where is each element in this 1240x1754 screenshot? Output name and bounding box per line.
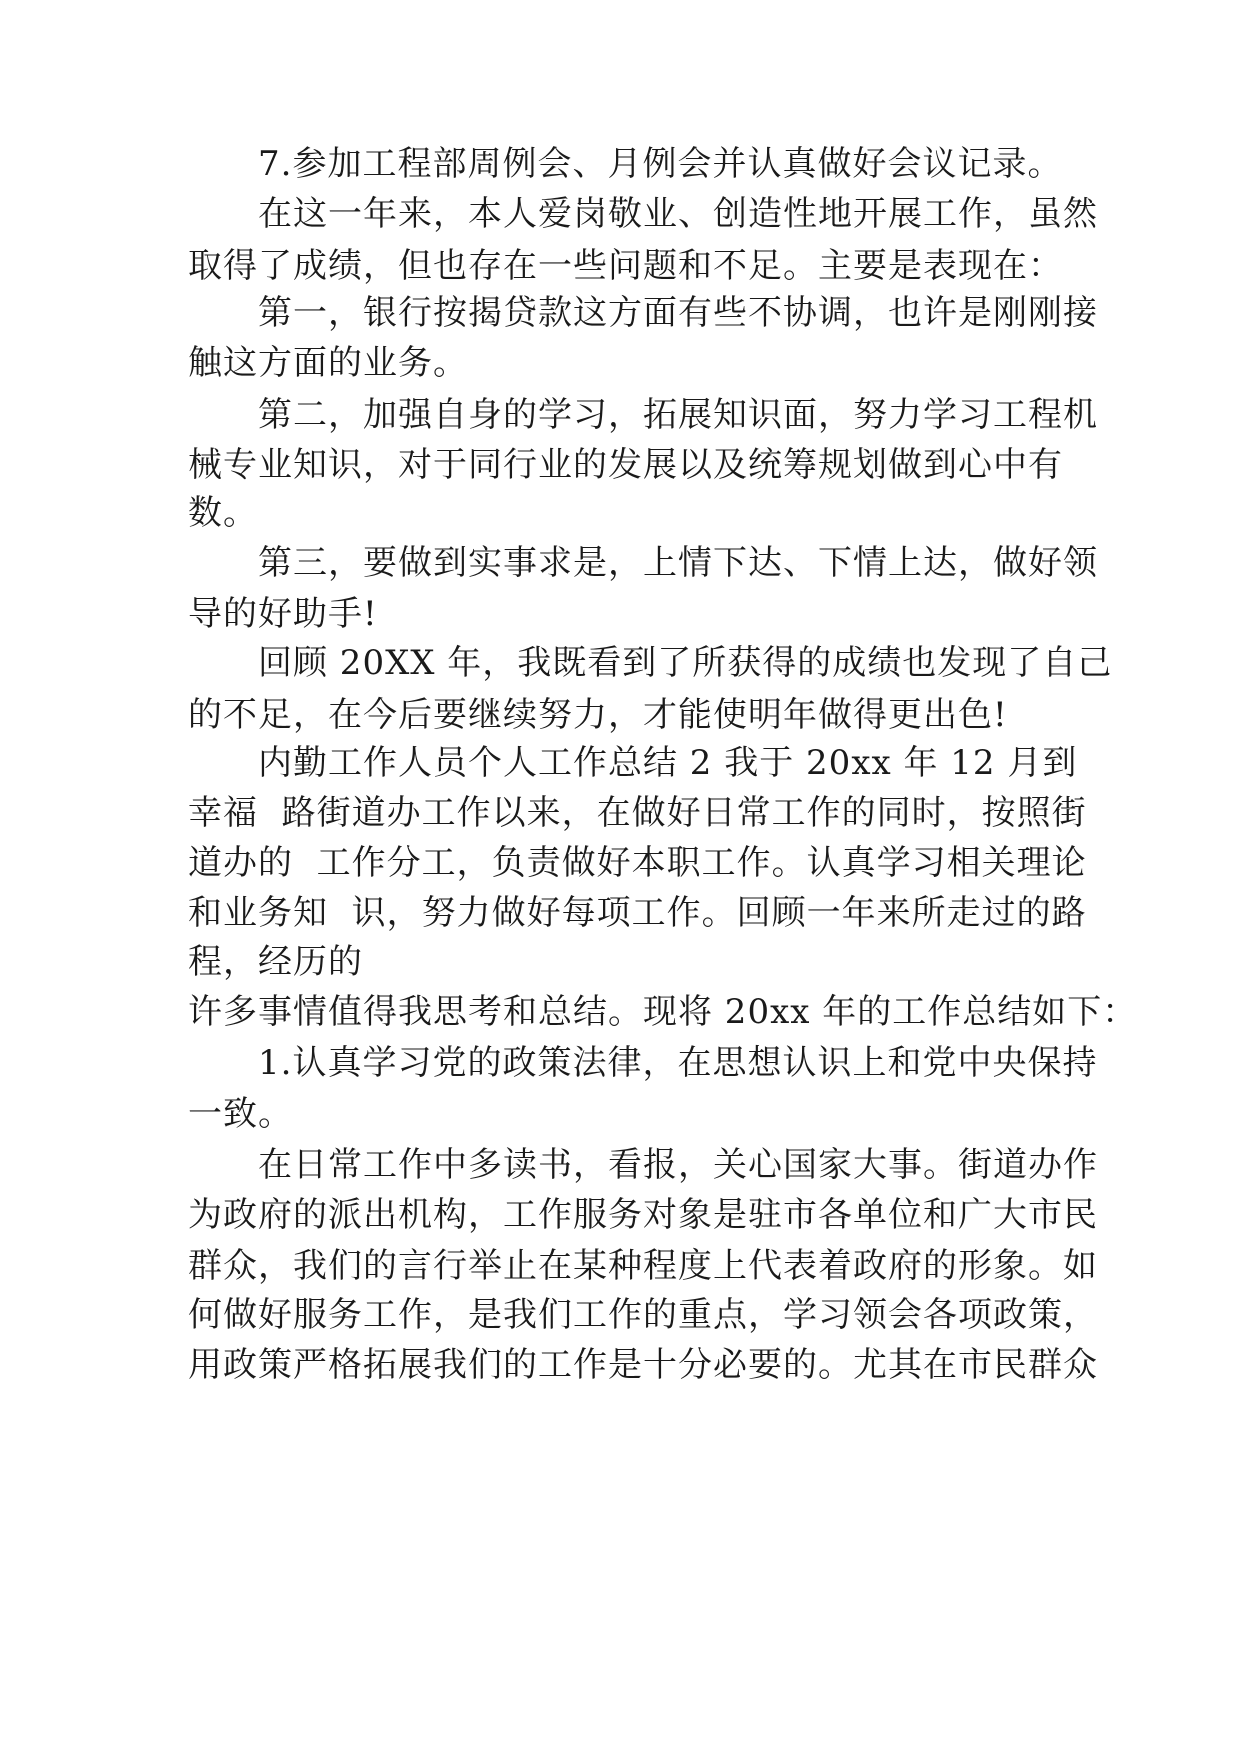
paragraph-line: 械专业知识，对于同行业的发展以及统筹规划做到心中有 [188, 445, 1063, 485]
paragraph-line: 程，经历的 [188, 942, 363, 982]
paragraph-line: 第一，银行按揭贷款这方面有些不协调，也许是刚刚接 [258, 293, 1098, 333]
paragraph-line: 道办的 工作分工，负责做好本职工作。认真学习相关理论 [188, 843, 1087, 883]
paragraph-line: 回顾 20XX 年，我既看到了所获得的成绩也发现了自己 [258, 643, 1113, 683]
paragraph-line: 何做好服务工作，是我们工作的重点，学习领会各项政策， [188, 1295, 1098, 1335]
paragraph-line: 许多事情值得我思考和总结。现将 20xx 年的工作总结如下： [188, 992, 1138, 1032]
paragraph-line: 在日常工作中多读书，看报，关心国家大事。街道办作 [258, 1145, 1098, 1185]
paragraph-line: 的不足，在今后要继续努力，才能使明年做得更出色! [188, 695, 1008, 735]
paragraph-line: 和业务知 识，努力做好每项工作。回顾一年来所走过的路 [188, 893, 1087, 933]
paragraph-line: 触这方面的业务。 [188, 343, 468, 383]
paragraph-line: 1.认真学习党的政策法律，在思想认识上和党中央保持 [258, 1043, 1098, 1083]
paragraph-line: 幸福 路街道办工作以来，在做好日常工作的同时，按照街 [188, 793, 1087, 833]
paragraph-line: 内勤工作人员个人工作总结 2 我于 20xx 年 12 月到 [258, 743, 1078, 783]
paragraph-line: 第三，要做到实事求是，上情下达、下情上达，做好领 [258, 543, 1098, 583]
paragraph-line: 数。 [188, 493, 258, 533]
paragraph-line: 群众，我们的言行举止在某种程度上代表着政府的形象。如 [188, 1246, 1098, 1286]
paragraph-line: 用政策严格拓展我们的工作是十分必要的。尤其在市民群众 [188, 1345, 1098, 1385]
paragraph-line: 在这一年来，本人爱岗敬业、创造性地开展工作，虽然 [258, 194, 1098, 234]
paragraph-line: 取得了成绩，但也存在一些问题和不足。主要是表现在： [188, 246, 1063, 286]
paragraph-line: 为政府的派出机构，工作服务对象是驻市各单位和广大市民 [188, 1195, 1098, 1235]
paragraph-line: 一致。 [188, 1094, 293, 1134]
paragraph-line: 7.参加工程部周例会、月例会并认真做好会议记录。 [258, 144, 1063, 184]
paragraph-line: 第二，加强自身的学习，拓展知识面，努力学习工程机 [258, 395, 1098, 435]
paragraph-line: 导的好助手! [188, 594, 378, 634]
